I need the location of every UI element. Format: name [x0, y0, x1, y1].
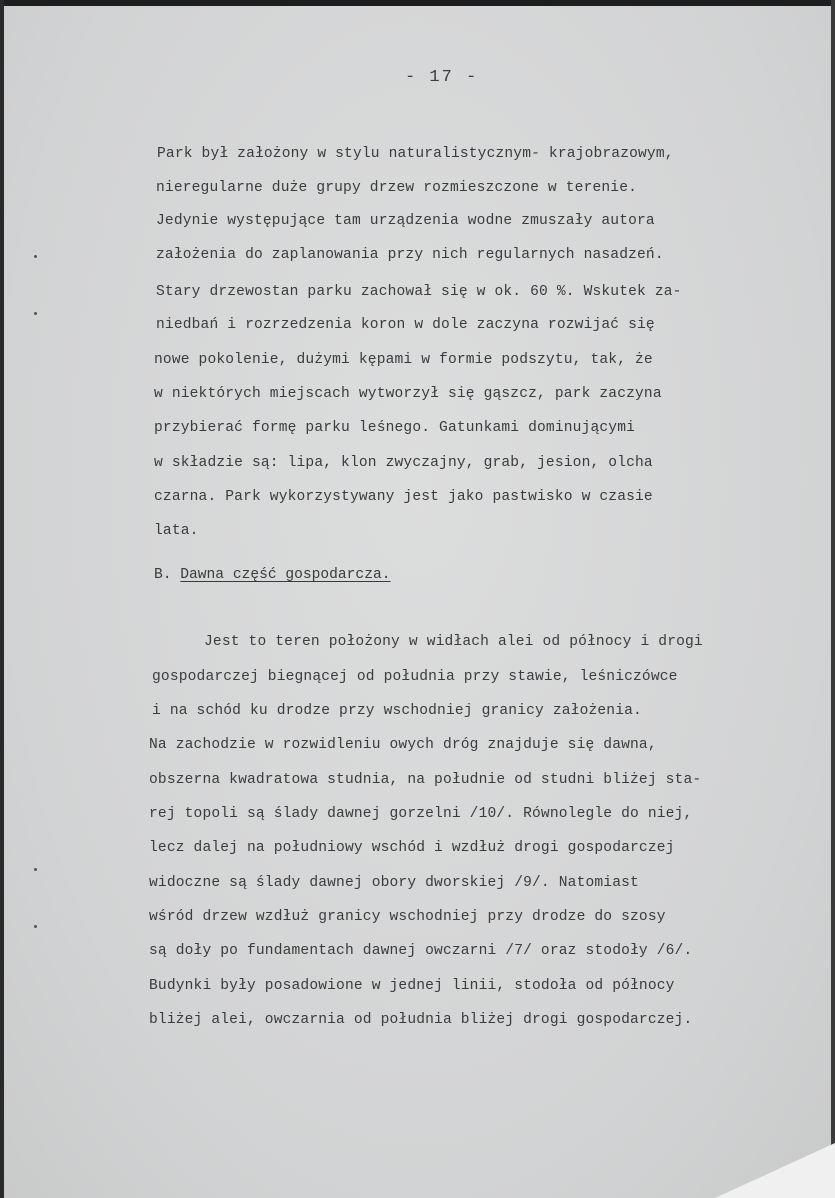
scan-speck — [34, 255, 37, 258]
text-line: gospodarczej biegnącej od południa przy stawie, leśniczówce — [152, 669, 678, 685]
text-line: Jest to teren położony w widłach alei od północy i drogi — [204, 634, 703, 650]
text-line: Na zachodzie w rozwidleniu owych dróg znajduje się dawna, — [149, 737, 657, 753]
page-corner-curl — [715, 1143, 835, 1198]
text-line: Stary drzewostan parku zachował się w ok. 60 %. Wskutek za- — [156, 284, 682, 300]
scan-speck — [34, 312, 37, 315]
text-line: w składzie są: lipa, klon zwyczajny, grab, jesion, olcha — [154, 455, 653, 471]
text-line: są doły po fundamentach dawnej owczarni /7/ oraz stodoły /6/. — [149, 943, 693, 959]
text-line: obszerna kwadratowa studnia, na południe od studni bliżej sta- — [149, 772, 702, 788]
text-line: w niektórych miejscach wytworzył się gąszcz, park zaczyna — [154, 386, 662, 402]
text-line: rej topoli są ślady dawnej gorzelni /10/. Równolegle do niej, — [149, 806, 693, 822]
text-line: lecz dalej na południowy wschód i wzdłuż drogi gospodarczej — [149, 840, 675, 856]
text-line: wśród drzew wzdłuż granicy wschodniej przy drodze do szosy — [149, 909, 666, 925]
scan-speck — [34, 925, 37, 928]
scan-right-border — [831, 0, 835, 1198]
text-line: lata. — [154, 523, 199, 539]
text-line: Budynki były posadowione w jednej linii, stodoła od północy — [149, 978, 675, 994]
text-line: niedbań i rozrzedzenia koron w dole zaczyna rozwijać się — [156, 317, 655, 333]
text-line: nowe pokolenie, dużymi kępami w formie podszytu, tak, że — [154, 352, 653, 368]
text-line: widoczne są ślady dawnej obory dworskiej /9/. Natomiast — [149, 875, 639, 891]
text-line: przybierać formę parku leśnego. Gatunkami dominującymi — [154, 420, 636, 436]
scan-speck — [34, 868, 37, 871]
text-line: Jedynie występujące tam urządzenia wodne zmuszały autora — [156, 213, 655, 229]
section-heading — [154, 567, 390, 583]
text-line: założenia do zaplanowania przy nich regularnych nasadzeń. — [156, 247, 664, 263]
text-line: i na schód ku drodze przy wschodniej granicy założenia. — [152, 703, 642, 719]
text-line: Park był założony w stylu naturalistycznym- krajobrazowym, — [157, 146, 674, 162]
scan-left-border — [0, 0, 4, 1198]
page-number: - 17 - — [405, 68, 479, 87]
text-line: bliżej alei, owczarnia od południa bliżej drogi gospodarczej. — [149, 1012, 693, 1028]
section-heading-title: Dawna część gospodarcza. — [180, 567, 391, 583]
scan-top-border — [0, 0, 835, 6]
text-line: czarna. Park wykorzystywany jest jako pastwisko w czasie — [154, 489, 653, 505]
section-heading-prefix: B. — [154, 567, 172, 583]
text-line: nieregularne duże grupy drzew rozmieszczone w terenie. — [156, 180, 638, 196]
